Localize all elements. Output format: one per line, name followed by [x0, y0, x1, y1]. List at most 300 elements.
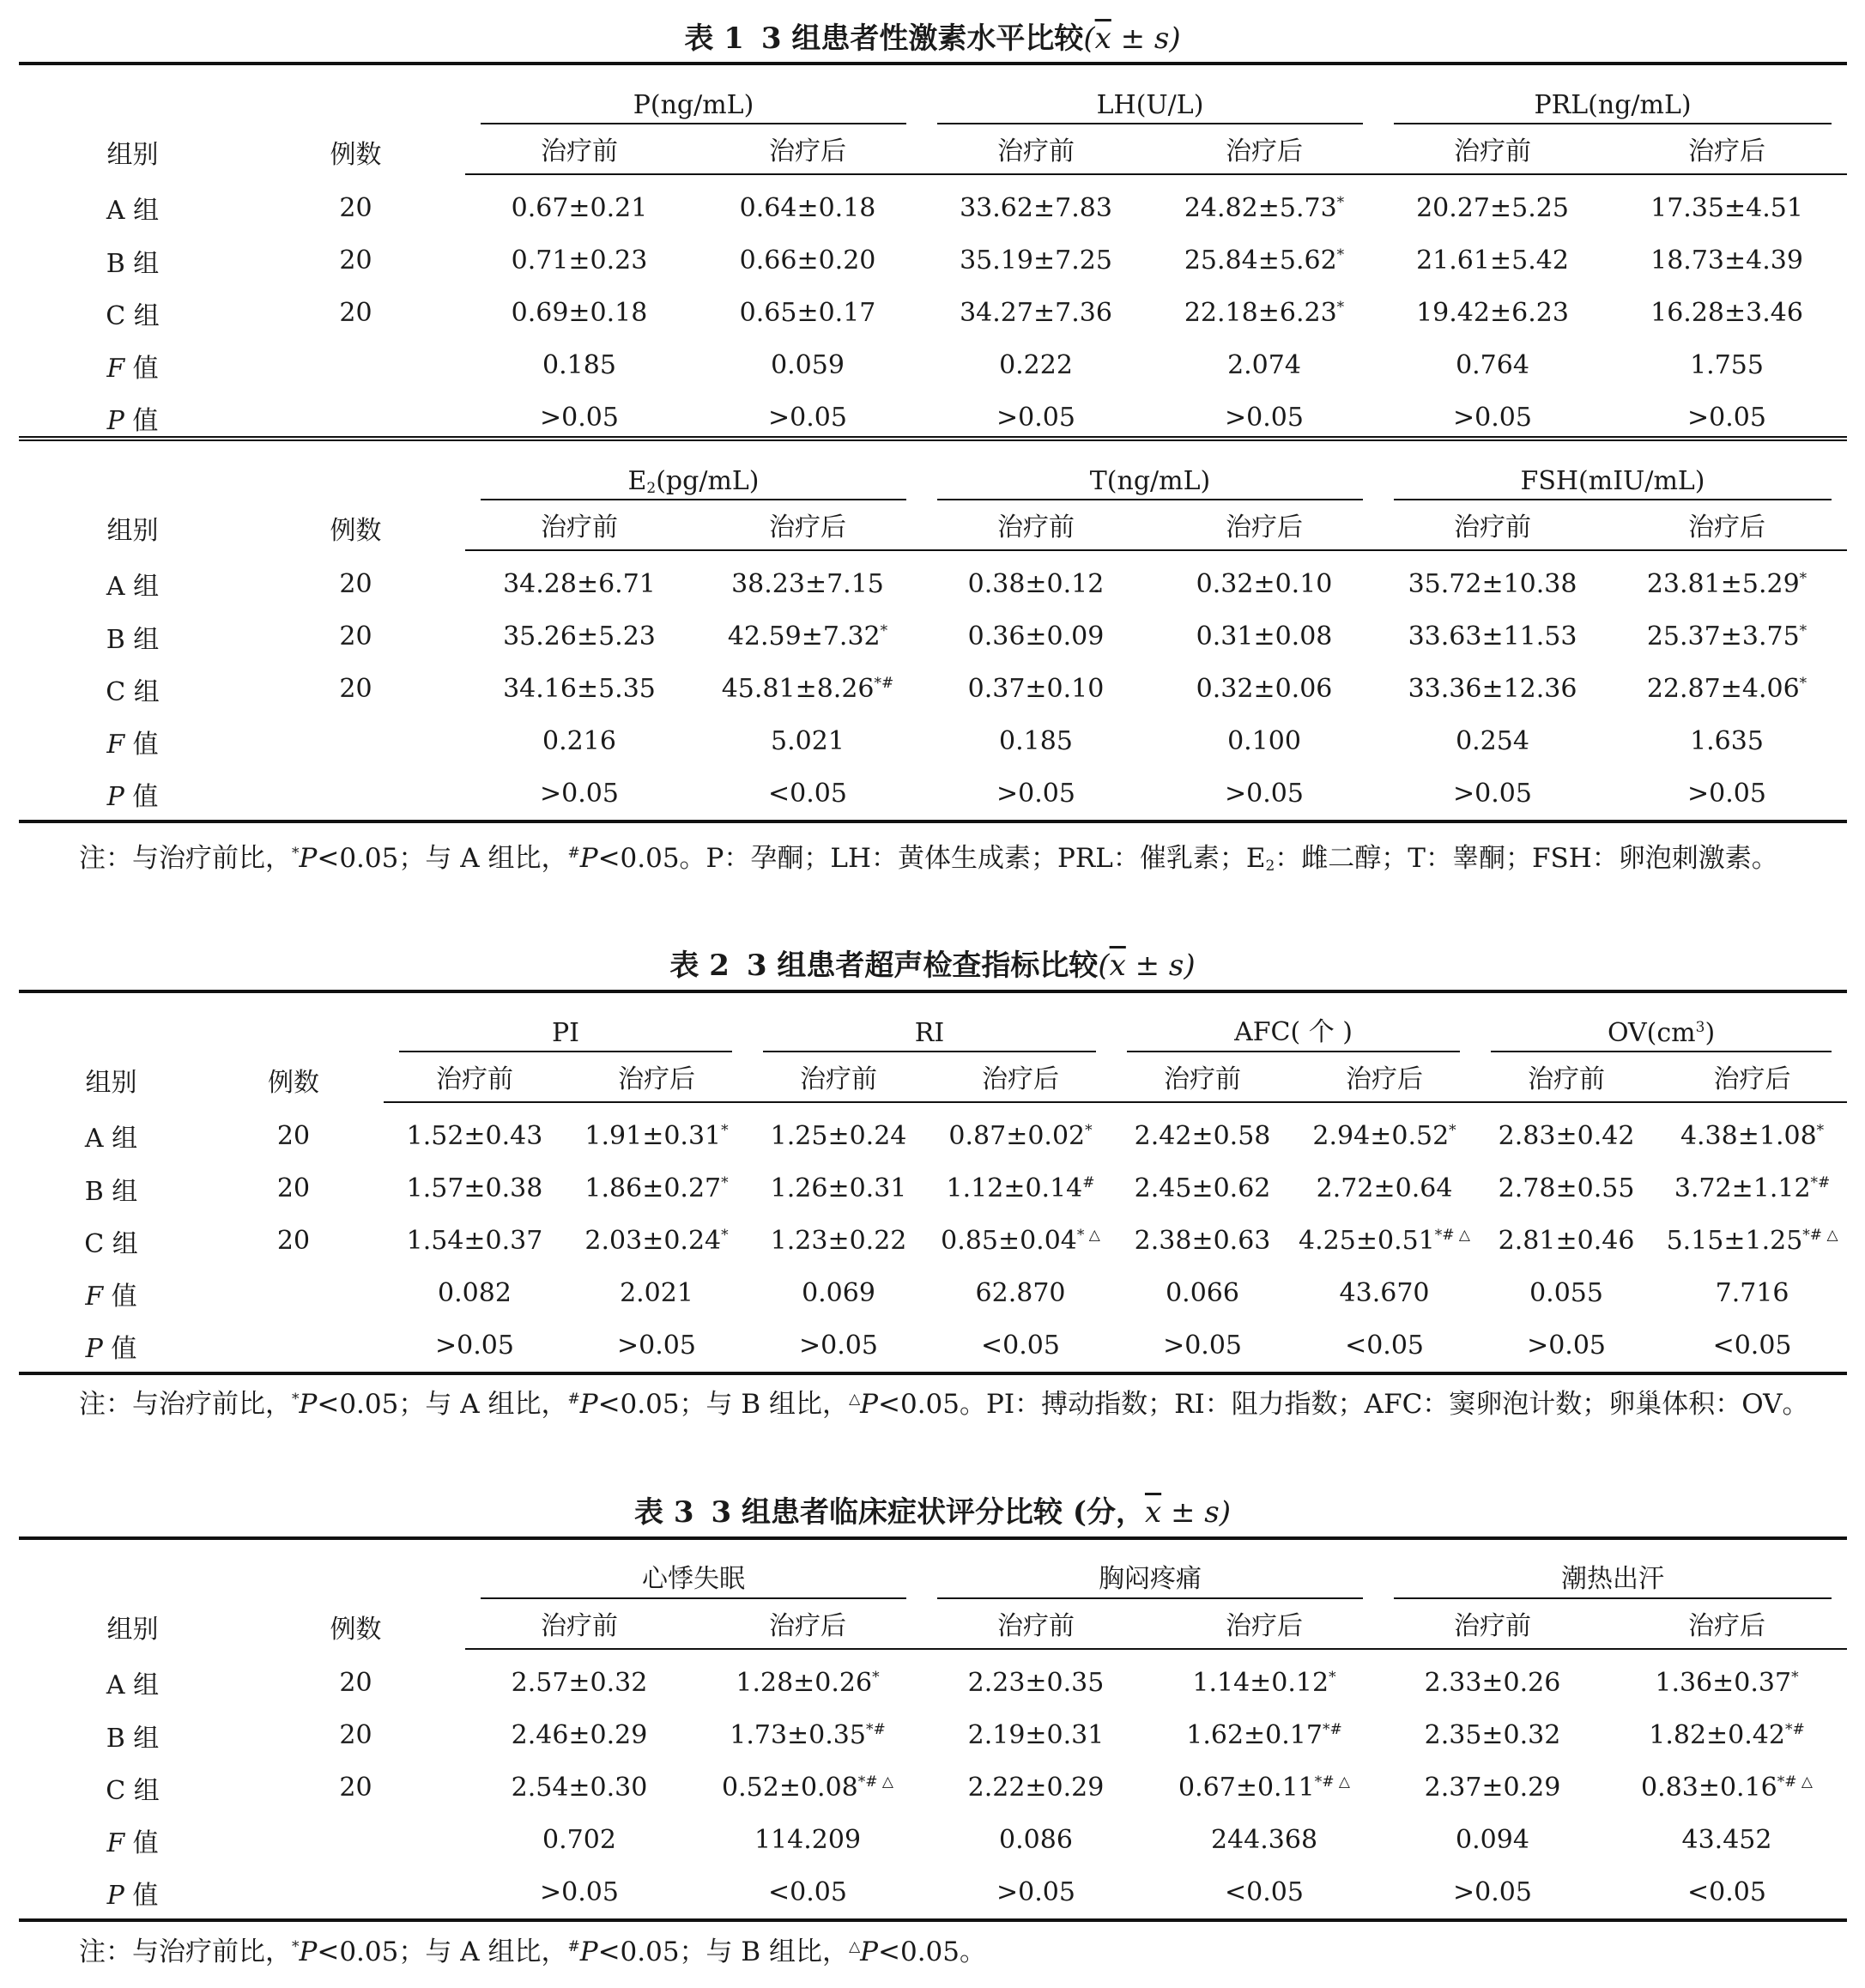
row-label-suffix: 值	[124, 1880, 159, 1911]
table-cell	[929, 1267, 1111, 1319]
cell-value: 0.38±0.12	[967, 569, 1105, 599]
ov-superscript: 3	[1695, 1019, 1705, 1036]
table-cell	[693, 174, 922, 234]
table3-title: 3 组患者临床症状评分比较 (分，	[711, 1495, 1145, 1530]
note-mark: *	[292, 1391, 300, 1408]
cell-value: 0.216	[542, 726, 616, 756]
table3-col-group: 组别	[106, 1615, 159, 1645]
table1-number: 表 1	[684, 21, 744, 56]
table-cell	[1607, 339, 1847, 391]
row-count	[246, 1866, 465, 1920]
note-mark: *	[292, 845, 300, 862]
cell-value: 4.25±0.51	[1299, 1226, 1435, 1256]
e2-symbol: E	[627, 466, 647, 496]
significance-mark: #	[1082, 1174, 1095, 1191]
cell-value: >0.05	[540, 403, 619, 433]
table-cell	[1150, 715, 1378, 767]
table-cell	[1293, 1319, 1475, 1373]
row-label: A 组	[106, 1670, 160, 1700]
cell-value: 22.87±4.06	[1646, 674, 1800, 704]
cell-value: 2.35±0.32	[1424, 1720, 1561, 1750]
table-cell	[1150, 550, 1378, 610]
table-cell	[465, 1866, 693, 1920]
table-cell	[1150, 174, 1378, 234]
table-cell	[1607, 287, 1847, 339]
note-mark: △	[849, 1391, 861, 1408]
table-cell	[929, 1319, 1111, 1373]
table3-sub-head: 治疗后	[693, 1598, 922, 1649]
table2-sub-head: 治疗后	[929, 1052, 1111, 1102]
cell-value: <0.05	[1225, 1877, 1304, 1907]
table-cell	[693, 1866, 922, 1920]
table3-ms-xbar: $\overline{x}$	[1144, 1495, 1162, 1530]
table1a-group-head: LH(U/L)	[922, 64, 1378, 124]
cell-value: 0.83±0.16	[1641, 1773, 1777, 1803]
table-cell	[384, 1102, 566, 1162]
table-cell	[1607, 1761, 1847, 1814]
significance-mark: *	[1336, 194, 1345, 211]
cell-value: 2.22±0.29	[967, 1773, 1105, 1803]
table3-ms-rest: ± s)	[1161, 1495, 1231, 1530]
cell-value: 21.61±5.42	[1416, 245, 1569, 276]
row-label-suffix: 值	[124, 729, 159, 760]
cell-value: 1.28±0.26	[736, 1668, 873, 1698]
significance-mark: *#	[874, 675, 894, 692]
e2-subscript: 2	[646, 480, 657, 497]
table-row	[19, 767, 1847, 821]
row-count	[246, 715, 465, 767]
row-label-suffix: 值	[124, 405, 159, 436]
cell-value: 2.074	[1227, 350, 1301, 380]
table-cell	[922, 339, 1150, 391]
cell-value: 43.452	[1681, 1825, 1772, 1855]
cell-value: >0.05	[1687, 779, 1766, 809]
row-label	[19, 339, 246, 391]
table-cell	[1293, 1215, 1475, 1267]
note-p: P	[299, 1936, 318, 1967]
table2-sub-head: 治疗后	[1293, 1052, 1475, 1102]
table-cell	[1378, 234, 1607, 287]
cell-value: 0.764	[1456, 350, 1529, 380]
cell-value: >0.05	[1163, 1330, 1242, 1361]
cell-value: 2.37±0.29	[1424, 1773, 1561, 1803]
row-count: 20	[339, 621, 372, 652]
table-cell	[1378, 1761, 1607, 1814]
table-cell	[1657, 1102, 1847, 1162]
table1a-group-head: PRL(ng/mL)	[1378, 64, 1847, 124]
row-label-stat: F	[106, 353, 125, 384]
table-cell	[693, 287, 922, 339]
cell-value: 244.368	[1210, 1825, 1318, 1855]
row-count: 20	[339, 192, 372, 223]
table1a-col-group: 组别	[106, 140, 159, 170]
note-p: P	[299, 1389, 318, 1420]
significance-mark: * △	[1076, 1227, 1100, 1244]
table-cell	[566, 1215, 748, 1267]
table-cell	[922, 1761, 1150, 1814]
cell-value: 0.69±0.18	[511, 298, 648, 328]
cell-value: 5.021	[771, 726, 845, 756]
table-cell	[1111, 1102, 1293, 1162]
row-label-suffix: 值	[124, 781, 159, 812]
cell-value: <0.05	[1712, 1330, 1792, 1361]
row-label: C 组	[84, 1228, 138, 1259]
cell-value: 2.72±0.64	[1316, 1173, 1453, 1203]
table2-header-row1	[19, 991, 1847, 1052]
row-count: 20	[339, 674, 372, 704]
significance-mark: *	[721, 1227, 729, 1244]
table3-group-head: 潮热出汗	[1378, 1538, 1847, 1598]
table-cell	[1150, 339, 1378, 391]
table2-col-n: 例数	[268, 1068, 319, 1098]
table1a-body	[19, 174, 1847, 444]
table-row	[19, 550, 1847, 610]
table-cell	[1150, 1761, 1378, 1814]
table-cell	[922, 1649, 1150, 1709]
note-text: 注：与治疗前比，	[79, 843, 292, 874]
table-cell	[1475, 1102, 1657, 1162]
table3-number: 表 3	[634, 1495, 694, 1530]
table-cell	[693, 1761, 922, 1814]
note-mark: #	[567, 1938, 580, 1955]
note-subscript: 2	[1265, 858, 1275, 875]
table-row	[19, 715, 1847, 767]
table-row	[19, 1649, 1847, 1709]
significance-mark: *# △	[1314, 1773, 1350, 1791]
significance-mark: *	[721, 1174, 729, 1191]
table1-ms-rest: ± s)	[1111, 21, 1181, 56]
table-cell	[1378, 610, 1607, 663]
table-cell	[693, 234, 922, 287]
table1a-sub-head: 治疗前	[465, 124, 693, 174]
table1a-col-n: 例数	[330, 140, 382, 170]
row-label: B 组	[84, 1176, 138, 1207]
row-count: 20	[339, 1720, 372, 1750]
cell-value: 0.65±0.17	[739, 298, 876, 328]
ov-close: )	[1705, 1018, 1716, 1048]
table-cell	[1150, 1866, 1378, 1920]
table-cell	[1150, 610, 1378, 663]
cell-value: >0.05	[1453, 1877, 1532, 1907]
cell-value: 0.66±0.20	[739, 245, 876, 276]
cell-value: 25.84±5.62	[1184, 245, 1337, 276]
cell-value: 1.91±0.31	[584, 1121, 722, 1151]
cell-value: 1.62±0.17	[1186, 1720, 1323, 1750]
table2-col-group: 组别	[85, 1068, 137, 1098]
table-row	[19, 1709, 1847, 1761]
table-cell	[1607, 1709, 1847, 1761]
table-cell	[1378, 339, 1607, 391]
cell-value: 0.32±0.06	[1196, 674, 1333, 704]
row-label: A 组	[106, 572, 160, 602]
table3-note	[19, 1923, 1847, 1981]
table-cell	[1607, 1649, 1847, 1709]
note-text: <0.05；与 B 组比，	[597, 1389, 850, 1420]
cell-value: 0.185	[542, 350, 616, 380]
cell-value: 0.31±0.08	[1196, 621, 1333, 652]
cell-value: <0.05	[768, 779, 847, 809]
table1b-group-head: FSH(mIU/mL)	[1378, 439, 1847, 500]
cell-value: 2.42±0.58	[1134, 1121, 1271, 1151]
row-label-stat: P	[106, 1880, 124, 1911]
cell-value: >0.05	[1453, 779, 1532, 809]
table2-group-head: AFC( 个 )	[1111, 991, 1475, 1052]
cell-value: 25.37±3.75	[1646, 621, 1800, 652]
ov-label: OV(cm	[1607, 1018, 1696, 1048]
cell-value: 0.082	[438, 1278, 512, 1308]
cell-value: 35.19±7.25	[960, 245, 1112, 276]
table-cell	[1475, 1267, 1657, 1319]
significance-mark: *# △	[1434, 1227, 1471, 1244]
table2-ms-xbar: $\overline{x}$	[1109, 949, 1126, 983]
row-count: 20	[276, 1173, 311, 1203]
table2-sub-head: 治疗前	[1475, 1052, 1657, 1102]
cell-value: >0.05	[996, 403, 1075, 433]
table1b-sub-head: 治疗后	[693, 500, 922, 550]
significance-mark: *	[1336, 246, 1345, 264]
cell-value: 1.52±0.43	[406, 1121, 543, 1151]
significance-mark: *#	[1784, 1721, 1805, 1738]
row-label-suffix: 值	[124, 1827, 159, 1858]
significance-mark: *	[721, 1122, 729, 1139]
table-row	[19, 1866, 1847, 1920]
cell-value: 0.094	[1456, 1825, 1529, 1855]
cell-value: 0.67±0.11	[1178, 1773, 1315, 1803]
table-cell	[1150, 767, 1378, 821]
significance-mark: *	[1449, 1122, 1456, 1139]
table-cell	[465, 550, 693, 610]
table1-note	[19, 829, 1847, 888]
row-label-suffix: 值	[103, 1281, 137, 1312]
cell-value: 35.72±10.38	[1408, 569, 1577, 599]
table1-part-b	[19, 436, 1847, 823]
table-cell	[1111, 1319, 1293, 1373]
table-row	[19, 1761, 1847, 1814]
table-cell	[566, 1319, 748, 1373]
significance-mark: *#	[1810, 1174, 1831, 1191]
table-cell	[1657, 1319, 1847, 1373]
note-text: <0.05；与 A 组比，	[317, 1936, 568, 1967]
note-text: <0.05；与 A 组比，	[317, 843, 568, 874]
table-cell	[748, 1267, 929, 1319]
significance-mark: *	[1329, 1669, 1336, 1686]
table3-group-head: 胸闷疼痛	[922, 1538, 1378, 1598]
table1a-group-head: P(ng/mL)	[465, 64, 922, 124]
cell-value: 1.57±0.38	[406, 1173, 543, 1203]
table-cell	[1607, 174, 1847, 234]
row-label-stat: P	[106, 405, 124, 436]
table1-ms-xbar: $\overline{x}$	[1094, 21, 1111, 56]
table-cell	[929, 1102, 1111, 1162]
table2-sub-head: 治疗后	[1657, 1052, 1847, 1102]
table-cell	[1607, 1866, 1847, 1920]
table-row	[19, 339, 1847, 391]
cell-value: 0.254	[1456, 726, 1529, 756]
cell-value: 24.82±5.73	[1184, 193, 1337, 223]
cell-value: >0.05	[768, 403, 847, 433]
table2-sub-head: 治疗前	[748, 1052, 929, 1102]
table-row	[19, 610, 1847, 663]
table2-ms-rest: ± s)	[1125, 949, 1196, 983]
table-cell	[922, 767, 1150, 821]
table2-ms-open: (	[1098, 949, 1110, 983]
table-cell	[1607, 767, 1847, 821]
cell-value: 4.38±1.08	[1680, 1121, 1817, 1151]
significance-mark: *# △	[1802, 1227, 1838, 1244]
cell-value: 45.81±8.26	[721, 674, 875, 704]
cell-value: 2.38±0.63	[1134, 1226, 1271, 1256]
cell-value: 0.64±0.18	[739, 193, 876, 223]
table2-sub-head: 治疗前	[1111, 1052, 1293, 1102]
table3-sub-head: 治疗后	[1150, 1598, 1378, 1649]
cell-value: 35.26±5.23	[503, 621, 656, 652]
row-count	[246, 339, 465, 391]
table1b-body	[19, 550, 1847, 821]
table-cell	[748, 1102, 929, 1162]
table-cell	[1378, 550, 1607, 610]
cell-value: 0.055	[1529, 1278, 1603, 1308]
table-cell	[1150, 1649, 1378, 1709]
table-cell	[465, 174, 693, 234]
row-count	[203, 1319, 384, 1373]
cell-value: 1.36±0.37	[1655, 1668, 1792, 1698]
cell-value: 33.63±11.53	[1408, 621, 1577, 652]
table3-caption	[0, 1493, 1865, 1532]
table-cell	[693, 610, 922, 663]
significance-mark: *# △	[857, 1773, 893, 1791]
table3-sub-head: 治疗前	[465, 1598, 693, 1649]
cell-value: 2.19±0.31	[967, 1720, 1105, 1750]
table2-body	[19, 1102, 1847, 1373]
table-cell	[693, 1709, 922, 1761]
cell-value: >0.05	[1527, 1330, 1607, 1361]
cell-value: 2.57±0.32	[511, 1668, 648, 1698]
table-cell	[922, 174, 1150, 234]
table1-part-a	[19, 62, 1847, 444]
table-cell	[693, 767, 922, 821]
cell-value: 1.25±0.24	[770, 1121, 907, 1151]
note-p: P	[860, 1389, 878, 1420]
cell-value: >0.05	[540, 779, 619, 809]
table3-sub-head: 治疗前	[922, 1598, 1150, 1649]
table-row	[19, 234, 1847, 287]
table-cell	[384, 1319, 566, 1373]
cell-value: 18.73±4.39	[1650, 245, 1803, 276]
note-p: P	[860, 1936, 878, 1967]
cell-value: 33.36±12.36	[1408, 674, 1577, 704]
row-label-suffix: 值	[102, 1333, 137, 1364]
cell-value: <0.05	[1345, 1330, 1424, 1361]
table-cell	[922, 234, 1150, 287]
row-label	[19, 1866, 246, 1920]
cell-value: 34.28±6.71	[503, 569, 656, 599]
cell-value: 2.03±0.24	[584, 1226, 722, 1256]
table-cell	[465, 663, 693, 715]
table-cell	[1111, 1215, 1293, 1267]
table3-sub-head: 治疗后	[1607, 1598, 1847, 1649]
row-label-stat: F	[106, 729, 125, 760]
row-label-suffix: 值	[124, 353, 159, 384]
table-row	[19, 663, 1847, 715]
table1b-sub-head: 治疗前	[465, 500, 693, 550]
table-cell	[1293, 1102, 1475, 1162]
row-label: C 组	[106, 300, 160, 331]
table1b-col-group: 组别	[106, 516, 159, 546]
cell-value: 2.81±0.46	[1498, 1226, 1635, 1256]
cell-value: 19.42±6.23	[1416, 298, 1569, 328]
row-label-stat: F	[85, 1281, 104, 1312]
row-count: 20	[276, 1120, 311, 1151]
cell-value: 34.27±7.36	[960, 298, 1112, 328]
note-p: P	[579, 1936, 598, 1967]
cell-value: 1.82±0.42	[1649, 1720, 1785, 1750]
table1b-group-head: T(ng/mL)	[922, 439, 1378, 500]
cell-value: >0.05	[1225, 779, 1304, 809]
table-cell	[384, 1215, 566, 1267]
table1a-sub-head: 治疗后	[1607, 124, 1847, 174]
table-cell	[693, 1649, 922, 1709]
table-cell	[929, 1215, 1111, 1267]
cell-value: 17.35±4.51	[1650, 193, 1803, 223]
row-label: A 组	[106, 196, 160, 226]
table3-sub-head: 治疗前	[1378, 1598, 1607, 1649]
table-cell	[465, 1709, 693, 1761]
cell-value: 42.59±7.32	[727, 621, 881, 652]
table1a-sub-head: 治疗后	[1150, 124, 1378, 174]
table-cell	[1293, 1267, 1475, 1319]
table-cell	[384, 1267, 566, 1319]
cell-value: 43.670	[1339, 1278, 1430, 1308]
table-cell	[1657, 1267, 1847, 1319]
note-text: <0.05。PI：搏动指数；RI：阻力指数；AFC：窦卵泡计数；卵巢体积：OV。	[878, 1389, 1809, 1420]
table-cell	[566, 1162, 748, 1215]
table-cell	[1378, 767, 1607, 821]
cell-value: <0.05	[1687, 1877, 1766, 1907]
table-cell	[693, 1814, 922, 1866]
table1a-sub-head: 治疗前	[922, 124, 1150, 174]
table-cell	[1607, 715, 1847, 767]
table2-sub-head: 治疗前	[384, 1052, 566, 1102]
cell-value: 114.209	[754, 1825, 862, 1855]
cell-value: >0.05	[540, 1877, 619, 1907]
significance-mark: *	[880, 622, 888, 639]
note-p: P	[299, 843, 318, 874]
note-text: <0.05；与 B 组比，	[597, 1936, 850, 1967]
table-cell	[1475, 1162, 1657, 1215]
significance-mark: *	[1816, 1122, 1825, 1139]
cell-value: 1.86±0.27	[584, 1173, 722, 1203]
table-cell	[465, 1814, 693, 1866]
table-row	[19, 174, 1847, 234]
row-count: 20	[339, 1773, 372, 1803]
cell-value: 0.52±0.08	[722, 1773, 858, 1803]
table-cell	[922, 715, 1150, 767]
cell-value: 34.16±5.35	[503, 674, 656, 704]
row-label: C 组	[106, 1775, 160, 1806]
cell-value: >0.05	[435, 1330, 514, 1361]
table-cell	[1150, 287, 1378, 339]
significance-mark: *	[1799, 570, 1807, 587]
note-text: ：雌二醇；T：睾酮；FSH：卵泡刺激素。	[1275, 843, 1778, 874]
row-label: C 组	[106, 676, 160, 707]
table-cell	[1475, 1319, 1657, 1373]
cell-value: 2.33±0.26	[1424, 1668, 1561, 1698]
table-cell	[566, 1267, 748, 1319]
cell-value: 62.870	[975, 1278, 1066, 1308]
table-cell	[1475, 1215, 1657, 1267]
cell-value: 1.635	[1690, 726, 1764, 756]
cell-value: 5.15±1.25	[1666, 1226, 1803, 1256]
